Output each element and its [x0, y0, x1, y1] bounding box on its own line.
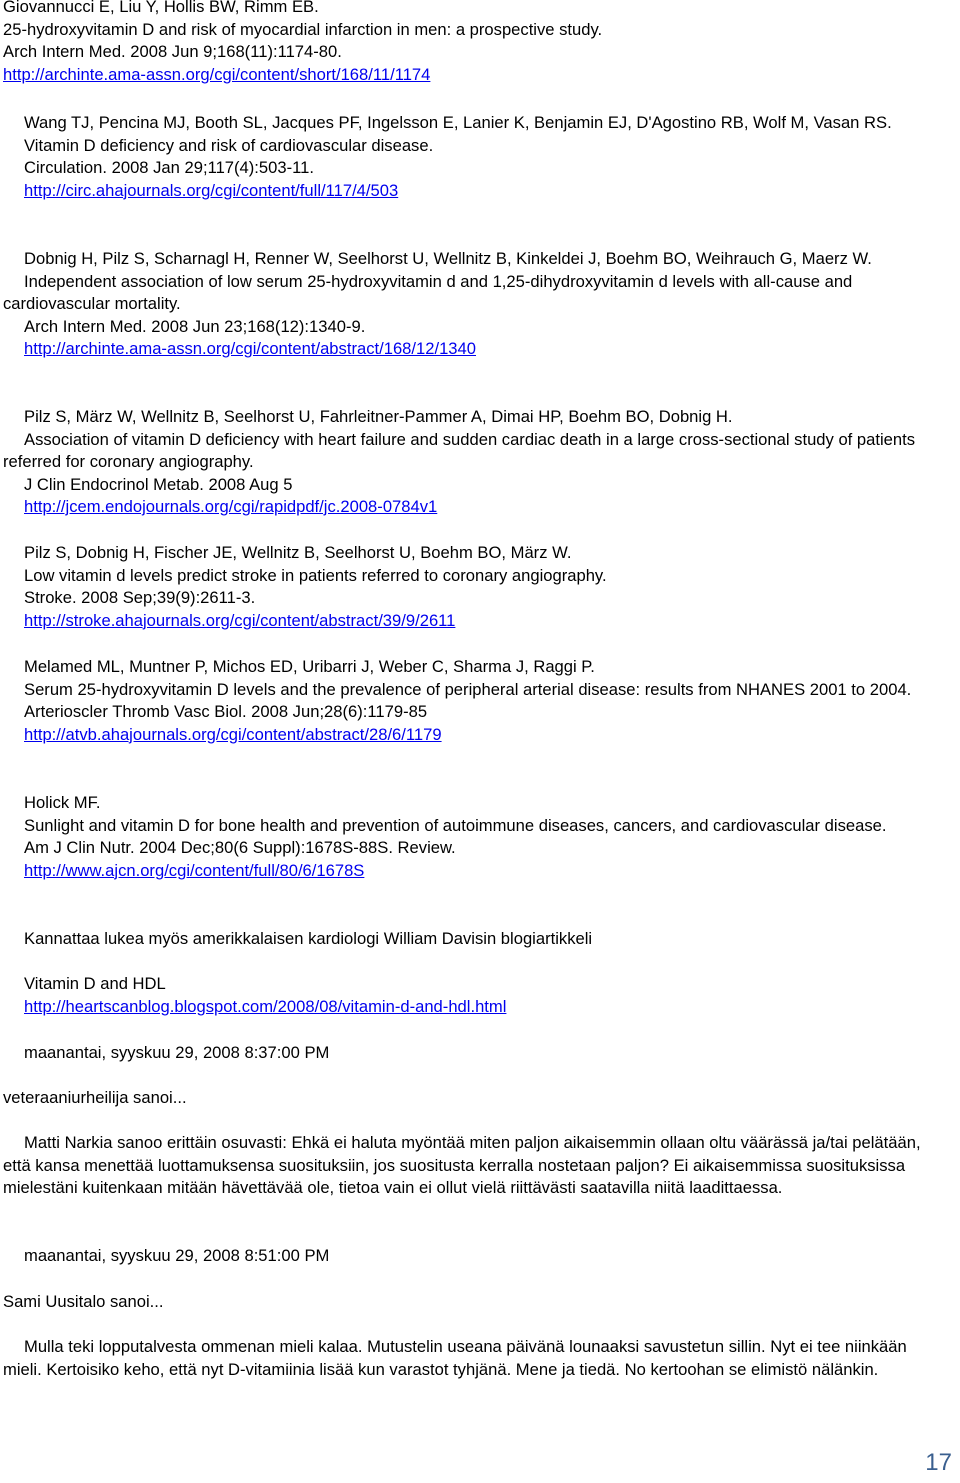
reference-giovannucci	[3, 0, 943, 86]
reference-authors: Pilz S, März W, Wellnitz B, Seelhorst U, Fahrleitner-Pammer A, Dimai HP, Boehm BO, Dobnig H.	[24, 407, 733, 426]
reference-authors: Wang TJ, Pencina MJ, Booth SL, Jacques PF, Ingelsson E, Lanier K, Benjamin EJ, D'Agostino RB, Wolf M, Vasan RS.	[24, 113, 892, 132]
comment-timestamp-block	[3, 1245, 943, 1268]
post-timestamp-block	[3, 1042, 943, 1065]
reference-link[interactable]: http://stroke.ahajournals.org/cgi/content/abstract/39/9/2611	[24, 610, 456, 630]
reference-journal: Arterioscler Thromb Vasc Biol. 2008 Jun;28(6):1179-85	[24, 702, 428, 721]
reference-journal: Am J Clin Nutr. 2004 Dec;80(6 Suppl):1678S-88S. Review.	[24, 838, 456, 857]
blog-link[interactable]: http://heartscanblog.blogspot.com/2008/08/vitamin-d-and-hdl.html	[24, 996, 507, 1016]
reference-title: Vitamin D deficiency and risk of cardiovascular disease.	[24, 135, 434, 155]
reference-title: Association of vitamin D deficiency with heart failure and sudden cardiac death in a large cross-sectional study of patients referred for coronary angiography.	[3, 429, 916, 471]
page-number: 17	[925, 1449, 952, 1476]
reference-link[interactable]: http://archinte.ama-assn.org/cgi/content/abstract/168/12/1340	[24, 339, 476, 358]
reference-link[interactable]: http://circ.ahajournals.org/cgi/content/full/117/4/503	[24, 180, 399, 200]
reference-journal: J Clin Endocrinol Metab. 2008 Aug 5	[24, 474, 293, 494]
reference-title: Sunlight and vitamin D for bone health and prevention of autoimmune diseases, cancers, and cardiovascular disease.	[24, 815, 887, 835]
comment-author: veteraaniurheilija sanoi...	[3, 1088, 187, 1107]
post-timestamp: maanantai, syyskuu 29, 2008 8:37:00 PM	[24, 1043, 330, 1062]
comment-author-block	[3, 1087, 943, 1110]
reference-authors: Holick MF.	[24, 793, 101, 812]
reference-journal: Arch Intern Med. 2008 Jun 9;168(11):1174-80.	[3, 42, 342, 61]
reference-link[interactable]: http://archinte.ama-assn.org/cgi/content/short/168/11/1174	[3, 64, 431, 84]
comment-timestamp: maanantai, syyskuu 29, 2008 8:51:00 PM	[24, 1246, 330, 1265]
blog-link-title: Vitamin D and HDL	[24, 974, 166, 993]
reference-link[interactable]: http://atvb.ahajournals.org/cgi/content/abstract/28/6/1179	[24, 724, 442, 744]
comment-author: Sami Uusitalo sanoi...	[3, 1292, 164, 1311]
reference-title: Independent association of low serum 25-hydroxyvitamin d and 1,25-dihydroxyvitamin d levels with all-cause and cardiovascular mortality.	[3, 271, 853, 313]
reference-link[interactable]: http://jcem.endojournals.org/cgi/rapidpdf/jc.2008-0784v1	[24, 497, 438, 516]
comment-text: Matti Narkia sanoo erittäin osuvasti: Ehkä ei haluta myöntää miten paljon aikaisemmin ollaan oltu väärässä ja/tai pelätään, että kansa menettää luottamuksensa suosituksiin, jos suositusta kerralla nostetaan paljon? Ei aikaisemmissa suosituksissa mielestäni kuitenkaan mitään hävettävää ole, tietoa vain ei ollut vielä riittävästi saatavilla niitä laadittaessa.	[3, 1133, 921, 1197]
reference-melamed	[3, 656, 943, 746]
blog-link-block	[3, 973, 943, 1018]
reference-title: Low vitamin d levels predict stroke in patients referred to coronary angiography.	[24, 565, 607, 585]
blog-note: Kannattaa lukea myös amerikkalaisen kardiologi William Davisin blogiartikkeli	[24, 929, 593, 948]
comment-text: Mulla teki lopputalvesta ommenan mieli kalaa. Mutustelin useana päivänä lounaaksi savustetun sillin. Nyt ei tee niinkään mieli. Kertoisiko keho, että nyt D-vitamiinia lisää kun varastot tyhjänä. Mene ja tiedä. No kertoohan se elimistö nälänkin.	[3, 1337, 907, 1379]
reference-authors: Dobnig H, Pilz S, Scharnagl H, Renner W, Seelhorst U, Wellnitz B, Kinkeldei J, Boehm BO, Weihrauch G, Maerz W.	[24, 249, 872, 268]
reference-authors: Melamed ML, Muntner P, Michos ED, Uribarri J, Weber C, Sharma J, Raggi P.	[24, 657, 595, 676]
reference-holick	[3, 792, 943, 882]
reference-pilz-stroke	[3, 542, 943, 632]
reference-pilz-heart-failure	[3, 406, 943, 519]
reference-dobnig	[3, 248, 943, 361]
reference-link[interactable]: http://www.ajcn.org/cgi/content/full/80/6/1678S	[24, 860, 365, 880]
reference-title: 25-hydroxyvitamin D and risk of myocardial infarction in men: a prospective study.	[3, 19, 603, 39]
reference-journal: Circulation. 2008 Jan 29;117(4):503-11.	[24, 158, 314, 177]
comment-body-block	[3, 1336, 943, 1381]
reference-authors: Pilz S, Dobnig H, Fischer JE, Wellnitz B, Seelhorst U, Boehm BO, März W.	[24, 543, 572, 562]
reference-wang	[3, 112, 943, 202]
reference-authors: Giovannucci E, Liu Y, Hollis BW, Rimm EB.	[3, 0, 319, 16]
comment-body-block	[3, 1132, 943, 1200]
reference-journal: Stroke. 2008 Sep;39(9):2611-3.	[24, 588, 256, 607]
blog-recommendation	[3, 928, 943, 951]
reference-title: Serum 25-hydroxyvitamin D levels and the prevalence of peripheral arterial disease: results from NHANES 2001 to 2004.	[24, 679, 912, 699]
comment-author-block	[3, 1291, 943, 1314]
reference-journal: Arch Intern Med. 2008 Jun 23;168(12):1340-9.	[24, 316, 366, 336]
